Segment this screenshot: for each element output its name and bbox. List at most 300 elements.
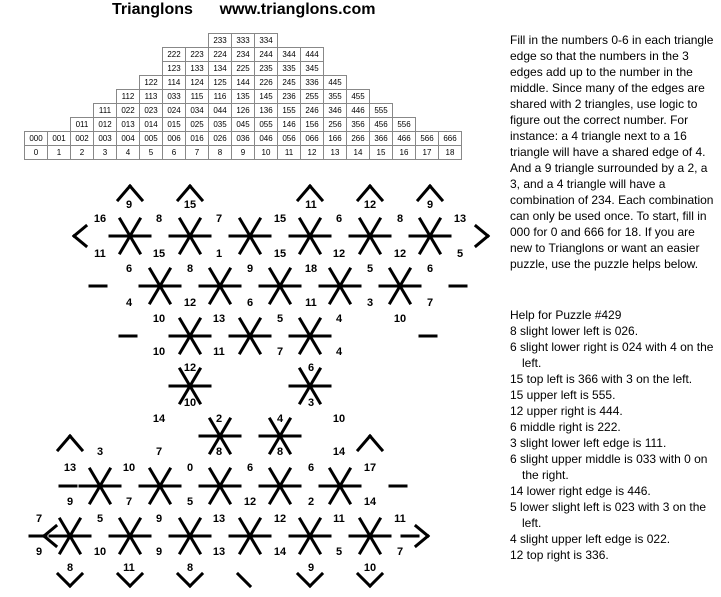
combo-cell: 033	[163, 90, 186, 104]
combo-cell: 333	[232, 34, 255, 48]
combo-cell: 255	[301, 90, 324, 104]
edge-stroke	[400, 269, 410, 286]
combo-cell: 344	[278, 48, 301, 62]
combo-cell: 034	[186, 104, 209, 118]
triangle-sum: 6	[246, 297, 254, 309]
combo-cell: 126	[232, 104, 255, 118]
edge-stroke	[160, 469, 170, 486]
triangle-sum: 2	[307, 496, 315, 508]
edge-stroke	[190, 574, 202, 586]
edge-stroke	[370, 574, 382, 586]
vertex-star	[200, 469, 240, 503]
vertex-star	[200, 269, 240, 303]
edge-stroke	[310, 186, 322, 200]
triangle-sum: 14	[363, 496, 377, 508]
edge-stroke	[240, 219, 250, 236]
combo-cell: 266	[347, 132, 370, 146]
combo-cell: 446	[347, 104, 370, 118]
triangle-sum: 12	[363, 199, 377, 211]
combo-cell: 036	[232, 132, 255, 146]
edge-stroke	[476, 236, 488, 246]
combo-cell: 455	[347, 90, 370, 104]
edge-stroke	[58, 436, 70, 450]
edge-stroke	[150, 469, 160, 486]
edge-stroke	[400, 286, 410, 303]
edge-stroke	[300, 336, 310, 353]
vertex-star	[350, 219, 390, 253]
triangle-sum: 12	[183, 362, 197, 374]
edge-stroke	[360, 236, 370, 253]
triangle-sum: 6	[335, 213, 343, 225]
help-line: 6 slight upper middle is 033 with 0 on the right.	[510, 452, 708, 482]
edge-stroke	[250, 319, 260, 336]
edge-stroke	[310, 336, 320, 353]
combo-cell: 166	[324, 132, 347, 146]
help-line: 12 upper right is 444.	[510, 404, 623, 418]
triangle-sum: 10	[122, 462, 136, 474]
edge-stroke	[74, 236, 86, 246]
sum-index-cell: 2	[71, 146, 94, 160]
triangle-sum: 2	[215, 413, 223, 425]
triangle-sum: 0	[186, 462, 194, 474]
edge-stroke	[74, 226, 86, 236]
combo-cell: 014	[140, 118, 163, 132]
triangle-sum: 10	[363, 562, 377, 574]
vertex-star	[170, 319, 210, 353]
edge-stroke	[190, 186, 202, 200]
sum-index-cell: 10	[255, 146, 278, 160]
edge-stroke	[100, 469, 110, 486]
triangle-sum: 11	[123, 562, 135, 574]
edge-stroke	[300, 319, 310, 336]
combo-cell: 334	[255, 34, 278, 48]
triangle-sum: 9	[66, 496, 74, 508]
triangle-sum: 4	[335, 313, 343, 325]
edge-stroke	[300, 536, 310, 553]
edge-stroke	[220, 269, 230, 286]
edge-stroke	[180, 519, 190, 536]
vertex-star	[140, 469, 180, 503]
edge-stroke	[360, 519, 370, 536]
triangle-sum: 11	[394, 513, 406, 525]
combo-cell: 136	[255, 104, 278, 118]
triangle-sum: 4	[335, 346, 343, 358]
triangle-sum: 12	[332, 248, 346, 260]
edge-stroke	[70, 536, 80, 553]
edge-stroke	[180, 336, 190, 353]
triangle-sum: 3	[366, 297, 374, 309]
edge-stroke	[250, 336, 260, 353]
triangle-sum: 10	[93, 546, 107, 558]
combo-cell: 246	[301, 104, 324, 118]
edge-stroke	[310, 574, 322, 586]
edge-stroke	[120, 536, 130, 553]
triangle-sum: 15	[183, 199, 197, 211]
vertex-star	[380, 269, 420, 303]
sum-index-cell: 9	[232, 146, 255, 160]
edge-stroke	[270, 269, 280, 286]
vertex-star	[260, 469, 300, 503]
combo-cell: 066	[301, 132, 324, 146]
combo-cell: 345	[301, 62, 324, 76]
help-line: 8 slight lower left is 026.	[510, 324, 639, 338]
edge-stroke	[280, 469, 290, 486]
combo-cell: 226	[255, 76, 278, 90]
help-line: 15 upper left is 555.	[510, 388, 616, 402]
triangle-sum: 14	[152, 413, 166, 425]
edge-stroke	[240, 236, 250, 253]
triangle-sum: 10	[332, 413, 346, 425]
edge-stroke	[70, 519, 80, 536]
combo-cell: 011	[71, 118, 94, 132]
edge-stroke	[300, 236, 310, 253]
edge-stroke	[180, 536, 190, 553]
edge-stroke	[190, 236, 200, 253]
combo-cell: 004	[117, 132, 140, 146]
combo-cell: 666	[439, 132, 462, 146]
edge-stroke	[330, 269, 340, 286]
help-line: 15 top left is 366 with 3 on the left.	[510, 372, 693, 386]
combo-cell: 445	[324, 76, 347, 90]
triangle-sum: 11	[94, 248, 106, 260]
triangle-sum: 11	[305, 297, 317, 309]
vertex-star	[320, 269, 360, 303]
triangle-sum: 15	[273, 248, 287, 260]
triangle-sum: 5	[276, 313, 284, 325]
combo-cell: 245	[278, 76, 301, 90]
sum-index-cell: 16	[393, 146, 416, 160]
edge-stroke	[100, 486, 110, 503]
edge-stroke	[210, 269, 220, 286]
sum-index-cell: 4	[117, 146, 140, 160]
combo-cell: 115	[186, 90, 209, 104]
edge-stroke	[330, 486, 340, 503]
triangle-sum: 12	[273, 513, 287, 525]
triangle-sum: 6	[125, 263, 133, 275]
combo-cell: 023	[140, 104, 163, 118]
triangle-sum: 6	[246, 462, 254, 474]
sum-index-cell: 11	[278, 146, 301, 160]
triangle-sum: 14	[273, 546, 287, 558]
combo-cell: 000	[25, 132, 48, 146]
sum-index-cell: 0	[25, 146, 48, 160]
combo-cell: 233	[209, 34, 232, 48]
edge-stroke	[298, 574, 310, 586]
edge-stroke	[240, 336, 250, 353]
edge-stroke	[190, 519, 200, 536]
triangle-sum: 10	[183, 397, 197, 409]
triangle-sum: 13	[453, 213, 467, 225]
combo-cell: 356	[347, 118, 370, 132]
edge-stroke	[360, 219, 370, 236]
sum-index-cell: 7	[186, 146, 209, 160]
combo-cell: 466	[393, 132, 416, 146]
edge-stroke	[340, 269, 350, 286]
combo-cell: 124	[186, 76, 209, 90]
combo-cell: 224	[209, 48, 232, 62]
triangle-sum: 5	[456, 248, 464, 260]
vertex-star	[290, 519, 330, 553]
edge-stroke	[60, 519, 70, 536]
triangle-sum: 1	[215, 248, 223, 260]
combo-cell: 006	[163, 132, 186, 146]
triangle-sum: 9	[246, 263, 254, 275]
edge-stroke	[250, 219, 260, 236]
combo-cell: 225	[232, 62, 255, 76]
triangle-sum: 15	[152, 248, 166, 260]
triangle-sum: 13	[63, 462, 77, 474]
triangle-sum: 16	[93, 213, 107, 225]
triangle-sum: 8	[186, 562, 194, 574]
sum-index-cell: 17	[416, 146, 439, 160]
edge-stroke	[476, 226, 488, 236]
edge-stroke	[210, 486, 220, 503]
edge-stroke	[280, 286, 290, 303]
edge-stroke	[270, 286, 280, 303]
edge-stroke	[370, 536, 380, 553]
sum-index-cell: 5	[140, 146, 163, 160]
triangle-sum: 7	[426, 297, 434, 309]
combo-cell: 114	[163, 76, 186, 90]
edge-stroke	[360, 536, 370, 553]
combo-cell: 044	[209, 104, 232, 118]
edge-stroke	[190, 219, 200, 236]
sum-index-cell: 6	[163, 146, 186, 160]
combo-cell: 144	[232, 76, 255, 90]
edge-stroke	[358, 574, 370, 586]
edge-stroke	[300, 519, 310, 536]
edge-stroke	[130, 536, 140, 553]
triangle-sum: 14	[332, 446, 346, 458]
combo-cell: 025	[186, 118, 209, 132]
triangle-sum: 8	[396, 213, 404, 225]
combo-cell: 046	[255, 132, 278, 146]
combo-cell: 355	[324, 90, 347, 104]
combo-cell: 045	[232, 118, 255, 132]
sum-index-cell: 12	[301, 146, 324, 160]
combo-cell: 016	[186, 132, 209, 146]
triangle-sum: 12	[243, 496, 257, 508]
edge-stroke	[120, 519, 130, 536]
edge-stroke	[300, 219, 310, 236]
triangle-sum: 13	[212, 513, 226, 525]
combo-cell: 135	[232, 90, 255, 104]
edge-stroke	[420, 236, 430, 253]
vertex-star	[110, 219, 150, 253]
combo-cell: 156	[301, 118, 324, 132]
edge-stroke	[340, 286, 350, 303]
combo-cell: 116	[209, 90, 232, 104]
triangle-sum: 7	[35, 513, 43, 525]
triangle-sum: 7	[396, 546, 404, 558]
triangle-sum: 12	[183, 297, 197, 309]
sum-index-cell: 1	[48, 146, 71, 160]
triangle-sum: 5	[335, 546, 343, 558]
edge-stroke	[190, 336, 200, 353]
triangle-sum: 6	[307, 362, 315, 374]
combo-cell: 223	[186, 48, 209, 62]
combo-cell: 003	[94, 132, 117, 146]
edge-stroke	[358, 436, 370, 450]
sum-index-cell: 14	[347, 146, 370, 160]
help-line: 6 slight lower right is 024 with 4 on the left.	[510, 340, 714, 370]
edge-stroke	[118, 574, 130, 586]
edge-stroke	[240, 519, 250, 536]
vertex-star	[80, 469, 120, 503]
vertex-star	[320, 469, 360, 503]
edge-stroke	[180, 319, 190, 336]
triangle-sum: 5	[96, 513, 104, 525]
vertex-star	[260, 269, 300, 303]
edge-stroke	[150, 269, 160, 286]
combo-cell: 005	[140, 132, 163, 146]
combo-cell: 024	[163, 104, 186, 118]
vertex-star	[290, 319, 330, 353]
combo-cell: 035	[209, 118, 232, 132]
edge-stroke	[280, 269, 290, 286]
edge-stroke	[370, 186, 382, 200]
sum-index-cell: 18	[439, 146, 462, 160]
combo-cell: 556	[393, 118, 416, 132]
triangle-sum: 9	[125, 199, 133, 211]
sum-index-cell: 15	[370, 146, 393, 160]
edge-stroke	[90, 469, 100, 486]
triangle-sum: 5	[186, 496, 194, 508]
edge-stroke	[210, 469, 220, 486]
vertex-star	[230, 219, 270, 253]
triangle-sum: 8	[155, 213, 163, 225]
edge-stroke	[178, 186, 190, 200]
edge-stroke	[220, 286, 230, 303]
edge-stroke	[340, 486, 350, 503]
combo-cell: 346	[324, 104, 347, 118]
vertex-star	[110, 519, 150, 553]
edge-stroke	[130, 236, 140, 253]
edge-stroke	[118, 186, 130, 200]
edge-stroke	[120, 219, 130, 236]
edge-stroke	[310, 519, 320, 536]
triangle-sum: 9	[155, 546, 163, 558]
edge-stroke	[358, 186, 370, 200]
vertex-star	[140, 269, 180, 303]
triangle-sum: 11	[213, 346, 225, 358]
help-line: 14 lower right edge is 446.	[510, 484, 651, 498]
triangle-sum: 12	[393, 248, 407, 260]
triangle-sum: 6	[307, 462, 315, 474]
edge-stroke	[238, 574, 250, 586]
edge-stroke	[310, 319, 320, 336]
combo-cell: 111	[94, 104, 117, 118]
triangle-sum: 8	[186, 263, 194, 275]
combo-cell: 001	[48, 132, 71, 146]
edge-stroke	[250, 236, 260, 253]
vertex-star	[170, 219, 210, 253]
combo-cell: 134	[209, 62, 232, 76]
combo-cell: 133	[186, 62, 209, 76]
edge-stroke	[270, 486, 280, 503]
edge-stroke	[90, 486, 100, 503]
triangle-sum: 7	[155, 446, 163, 458]
combo-cell: 456	[370, 118, 393, 132]
edge-stroke	[120, 236, 130, 253]
edge-stroke	[370, 436, 382, 450]
combo-cell: 155	[278, 104, 301, 118]
combo-cell: 566	[416, 132, 439, 146]
edge-stroke	[370, 519, 380, 536]
triangle-sum: 10	[393, 313, 407, 325]
edge-stroke	[250, 519, 260, 536]
triangle-sum: 9	[155, 513, 163, 525]
combo-cell: 122	[140, 76, 163, 90]
edge-stroke	[70, 436, 82, 450]
sum-index-cell: 3	[94, 146, 117, 160]
site-url: www.trianglons.com	[219, 1, 376, 18]
triangle-sum: 10	[152, 346, 166, 358]
combo-cell: 366	[370, 132, 393, 146]
combo-cell: 444	[301, 48, 324, 62]
triangle-sum: 7	[215, 213, 223, 225]
sum-index-cell: 8	[209, 146, 232, 160]
vertex-star	[230, 519, 270, 553]
triangle-sum: 5	[366, 263, 374, 275]
vertex-star	[230, 319, 270, 353]
edge-stroke	[58, 574, 70, 586]
edge-stroke	[190, 319, 200, 336]
combo-cell: 234	[232, 48, 255, 62]
combo-cell: 244	[255, 48, 278, 62]
edge-stroke	[60, 536, 70, 553]
triangle-sum: 6	[426, 263, 434, 275]
vertex-star	[410, 219, 450, 253]
edge-stroke	[220, 469, 230, 486]
triangle-sum: 13	[212, 546, 226, 558]
triangle-sum: 9	[35, 546, 43, 558]
edge-stroke	[150, 486, 160, 503]
triangle-sum: 8	[276, 446, 284, 458]
triangle-sum: 11	[305, 199, 317, 211]
triangle-sum: 9	[426, 199, 434, 211]
triangle-sum: 4	[125, 297, 133, 309]
edge-stroke	[220, 486, 230, 503]
combo-cell: 236	[278, 90, 301, 104]
combo-cell: 145	[255, 90, 278, 104]
edge-stroke	[178, 574, 190, 586]
edge-stroke	[430, 236, 440, 253]
combo-cell: 055	[255, 118, 278, 132]
edge-stroke	[180, 236, 190, 253]
triangle-sum: 7	[125, 496, 133, 508]
edge-stroke	[130, 219, 140, 236]
triangle-sum: 3	[307, 397, 315, 409]
edge-stroke	[280, 486, 290, 503]
edge-stroke	[330, 469, 340, 486]
triangle-sum: 11	[333, 513, 345, 525]
triangle-sum: 7	[276, 346, 284, 358]
edge-stroke	[418, 186, 430, 200]
combo-cell: 026	[209, 132, 232, 146]
edge-stroke	[130, 574, 142, 586]
combo-cell: 113	[140, 90, 163, 104]
combo-cell: 235	[255, 62, 278, 76]
vertex-star	[290, 219, 330, 253]
triangle-sum: 10	[152, 313, 166, 325]
combo-cell: 336	[301, 76, 324, 90]
help-line: 6 middle right is 222.	[510, 420, 621, 434]
combo-cell: 146	[278, 118, 301, 132]
edge-stroke	[310, 236, 320, 253]
combo-cell: 056	[278, 132, 301, 146]
triangle-sum: 9	[307, 562, 315, 574]
